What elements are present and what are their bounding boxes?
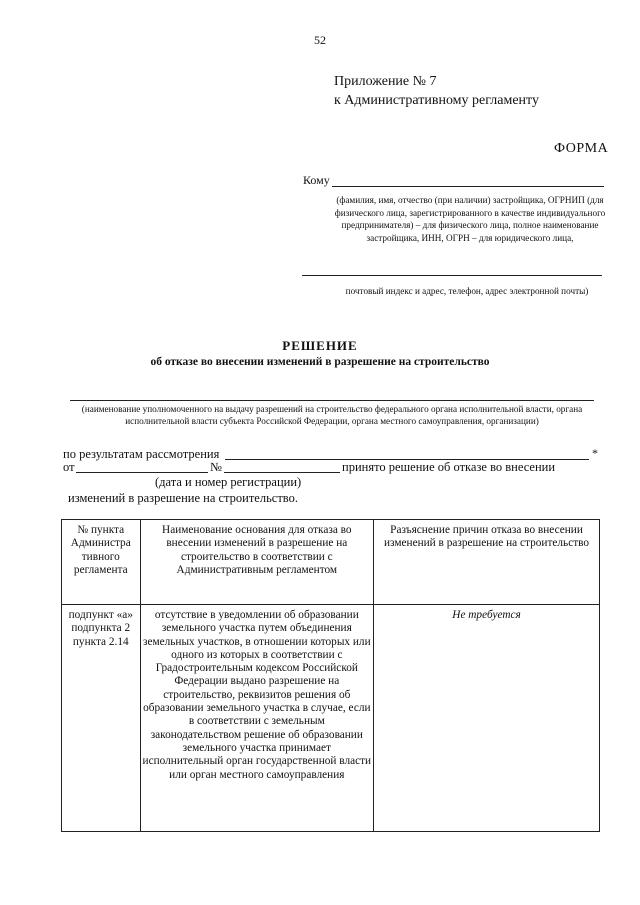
number-label: №	[210, 460, 222, 474]
recipient-address-line	[302, 275, 602, 276]
recipient-name-line	[332, 186, 604, 187]
table-header-row	[62, 520, 600, 605]
review-results-label: по результатам рассмотрения	[63, 447, 220, 461]
cell-refusal-ground: отсутствие в уведомлении об образовании земельного участка путем объединения земельных участков, в отношении которых или одного из которых в соответствии с Градостроительным кодексом Российской Федерации выдано разрешение на строительство, реквизитов решения об образовании земельного участка в случае, если в соответствии с земельным законодательством решение об образовании земельного участка принимает исполнительный орган государственной власти или орган местного самоуправления	[140, 605, 374, 832]
refusal-reasons-table	[61, 519, 600, 832]
header-refusal-ground: Наименование основания для отказа во внесении изменений в разрешение на строительство в соответствии с Административным регламентом	[140, 520, 374, 605]
page-number: 52	[314, 33, 326, 47]
document-title: РЕШЕНИЕ	[282, 338, 358, 353]
recipient-label: Кому	[303, 173, 330, 187]
appendix-heading	[334, 72, 539, 110]
from-label: от	[63, 460, 75, 474]
date-number-hint: (дата и номер регистрации)	[155, 475, 302, 489]
header-explanation: Разъяснение причин отказа во внесении изменений в разрешение на строительство	[374, 520, 600, 605]
recipient-name-hint: (фамилия, имя, отчество (при наличии) застройщика, ОГРНИП (для физического лица, зарегистрированного в качестве индивидуального предпринимателя) – для физического лица, полное наименование застройщика, ИНН, ОГРН – для юридического лица,	[334, 195, 606, 243]
date-line	[76, 472, 208, 473]
cell-explanation: Не требуется	[374, 605, 600, 832]
cell-point-number: подпункт «а» подпункта 2 пункта 2.14	[62, 605, 141, 832]
authority-hint: (наименование уполномоченного на выдачу разрешений на строительство федерального органа исполнительной власти, органа исполнительной власти субъекта Российской Федерации, органа местного самоуправления, организации)	[81, 404, 583, 427]
appendix-line-1: Приложение № 7	[334, 74, 437, 89]
registration-number-line	[224, 472, 340, 473]
document-subtitle: об отказе во внесении изменений в разрешение на строительство	[150, 356, 490, 368]
footnote-asterisk: *	[592, 446, 598, 460]
authority-line	[70, 400, 594, 401]
header-point-number: № пункта Администра тивного регламента	[62, 520, 141, 605]
table-row	[62, 605, 600, 832]
recipient-address-hint: почтовый индекс и адрес, телефон, адрес электронной почты)	[345, 286, 589, 296]
decision-text: принято решение об отказе во внесении	[342, 460, 556, 474]
decision-continuation: изменений в разрешение на строительство.	[68, 491, 298, 505]
appendix-line-2: к Административному регламенту	[334, 93, 539, 108]
form-label: ФОРМА	[554, 141, 609, 156]
